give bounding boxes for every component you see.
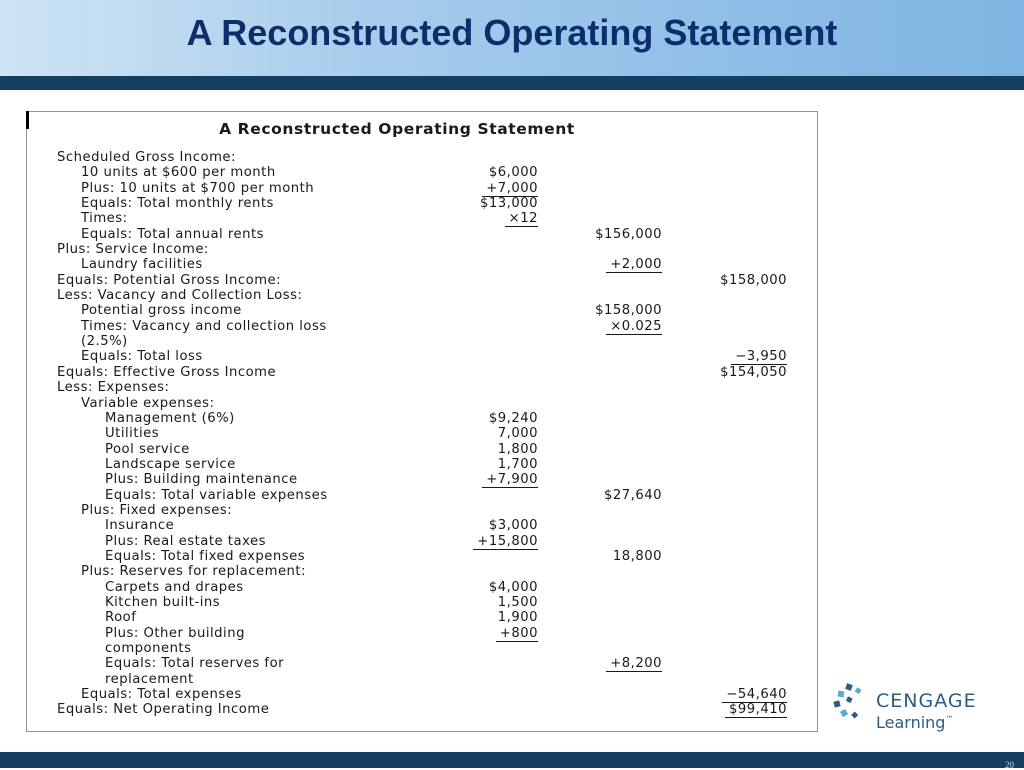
statement-row xyxy=(27,273,817,288)
statement-row xyxy=(27,595,817,610)
row-label: (2.5%) xyxy=(81,334,128,350)
row-amount-col3: $158,000 xyxy=(720,272,787,288)
panel-marker xyxy=(26,111,29,129)
row-amount-col1: +800 xyxy=(496,626,538,642)
row-label: components xyxy=(105,641,192,656)
row-amount-col2: $27,640 xyxy=(603,487,662,503)
row-amount-col1: 1,900 xyxy=(497,610,538,626)
row-label: Plus: Reserves for replacement: xyxy=(81,564,307,580)
row-label: Variable expenses: xyxy=(81,395,215,411)
logo-brand-text: CENGAGE xyxy=(876,690,977,712)
row-amount-col1: $6,000 xyxy=(488,165,538,181)
page-number: 20 xyxy=(1005,760,1014,770)
row-amount-col1: $4,000 xyxy=(488,579,538,595)
statement-row xyxy=(27,549,817,564)
statement-row xyxy=(27,702,817,717)
statement-rows xyxy=(27,150,817,718)
footer-bar xyxy=(0,752,1024,768)
row-amount-col3: $154,050 xyxy=(720,364,787,380)
statement-row xyxy=(27,196,817,211)
statement-row xyxy=(27,564,817,579)
header-divider xyxy=(0,76,1024,90)
statement-row xyxy=(27,349,817,364)
statement-row xyxy=(27,534,817,549)
row-label: Utilities xyxy=(105,426,160,442)
row-label: Plus: Service Income: xyxy=(57,242,209,258)
row-amount-col2: ×0.025 xyxy=(606,319,662,335)
slide-title: A Reconstructed Operating Statement xyxy=(186,12,838,53)
statement-row xyxy=(27,380,817,395)
statement-row xyxy=(27,442,817,457)
statement-row xyxy=(27,319,817,334)
row-amount-col2: $156,000 xyxy=(595,226,662,242)
row-label: Equals: Net Operating Income xyxy=(57,702,270,718)
row-amount-col1: $9,240 xyxy=(488,410,538,426)
statement-panel xyxy=(26,111,818,732)
cengage-logo xyxy=(832,682,992,738)
statement-row xyxy=(27,303,817,318)
row-label: Management (6%) xyxy=(105,410,235,426)
row-amount-col1: +7,000 xyxy=(482,181,538,197)
statement-row xyxy=(27,165,817,180)
row-label: Laundry facilities xyxy=(81,257,203,273)
statement-row xyxy=(27,181,817,196)
statement-row xyxy=(27,365,817,380)
statement-row xyxy=(27,610,817,625)
row-label: Equals: Potential Gross Income: xyxy=(57,272,282,288)
statement-row xyxy=(27,227,817,242)
statement-row xyxy=(27,457,817,472)
statement-row xyxy=(27,672,817,687)
statement-row xyxy=(27,518,817,533)
row-amount-col1: +7,900 xyxy=(482,472,538,488)
row-label: Equals: Total variable expenses xyxy=(105,487,328,503)
statement-row xyxy=(27,641,817,656)
statement-row xyxy=(27,580,817,595)
row-amount-col1: $13,000 xyxy=(479,196,538,212)
row-label: Less: Vacancy and Collection Loss: xyxy=(57,288,303,304)
statement-title: A Reconstructed Operating Statement xyxy=(219,120,575,138)
row-label: Equals: Total fixed expenses xyxy=(105,548,306,564)
row-label: Equals: Effective Gross Income xyxy=(57,364,277,380)
statement-row xyxy=(27,334,817,349)
statement-row xyxy=(27,472,817,487)
row-amount-col3: −3,950 xyxy=(731,349,787,365)
statement-row xyxy=(27,211,817,226)
statement-row xyxy=(27,150,817,165)
row-label: Plus: Real estate taxes xyxy=(105,533,266,549)
row-amount-col1: 1,800 xyxy=(497,441,538,457)
cengage-swirl-icon xyxy=(832,682,872,722)
row-label: Equals: Total expenses xyxy=(81,687,242,703)
row-label: Insurance xyxy=(105,518,175,534)
row-label: Equals: Total loss xyxy=(81,349,203,365)
row-label: Kitchen built-ins xyxy=(105,594,221,610)
row-label: Carpets and drapes xyxy=(105,579,244,595)
row-label: Times: xyxy=(81,211,128,227)
statement-row xyxy=(27,288,817,303)
row-amount-col2: 18,800 xyxy=(612,548,662,564)
row-amount-col2: +2,000 xyxy=(606,257,662,273)
row-label: Roof xyxy=(105,610,137,626)
logo-sub-text: Learning™ xyxy=(876,713,954,732)
statement-row xyxy=(27,503,817,518)
row-label: Equals: Total annual rents xyxy=(81,226,265,242)
row-label: Potential gross income xyxy=(81,303,242,319)
row-label: Landscape service xyxy=(105,456,236,472)
row-amount-col2: +8,200 xyxy=(606,656,662,672)
row-amount-col1: ×12 xyxy=(505,211,538,227)
row-label: Pool service xyxy=(105,441,190,457)
row-label: Less: Expenses: xyxy=(57,380,170,396)
row-label: Plus: Building maintenance xyxy=(105,472,298,488)
statement-row xyxy=(27,687,817,702)
row-amount-col1: 1,700 xyxy=(497,456,538,472)
statement-row xyxy=(27,426,817,441)
row-label: Equals: Total reserves for xyxy=(105,656,285,672)
row-label: Equals: Total monthly rents xyxy=(81,196,274,212)
row-label: Times: Vacancy and collection loss xyxy=(81,318,327,334)
row-amount-col1: 1,500 xyxy=(497,594,538,610)
statement-row xyxy=(27,242,817,257)
row-amount-col1: $3,000 xyxy=(488,518,538,534)
row-amount-col2: $158,000 xyxy=(595,303,662,319)
statement-row xyxy=(27,411,817,426)
statement-row xyxy=(27,656,817,671)
row-amount-col1: +15,800 xyxy=(473,534,538,550)
row-amount-col1: 7,000 xyxy=(497,426,538,442)
row-label: Plus: Other building xyxy=(105,625,245,641)
row-label: replacement xyxy=(105,671,194,687)
row-label: Plus: 10 units at $700 per month xyxy=(81,180,315,196)
statement-row xyxy=(27,257,817,272)
row-label: 10 units at $600 per month xyxy=(81,165,276,181)
row-amount-col3: $99,410 xyxy=(725,702,787,718)
statement-row xyxy=(27,626,817,641)
statement-row xyxy=(27,396,817,411)
row-amount-col3: −54,640 xyxy=(722,687,787,703)
row-label: Scheduled Gross Income: xyxy=(57,150,236,165)
row-label: Plus: Fixed expenses: xyxy=(81,502,233,518)
statement-row xyxy=(27,488,817,503)
